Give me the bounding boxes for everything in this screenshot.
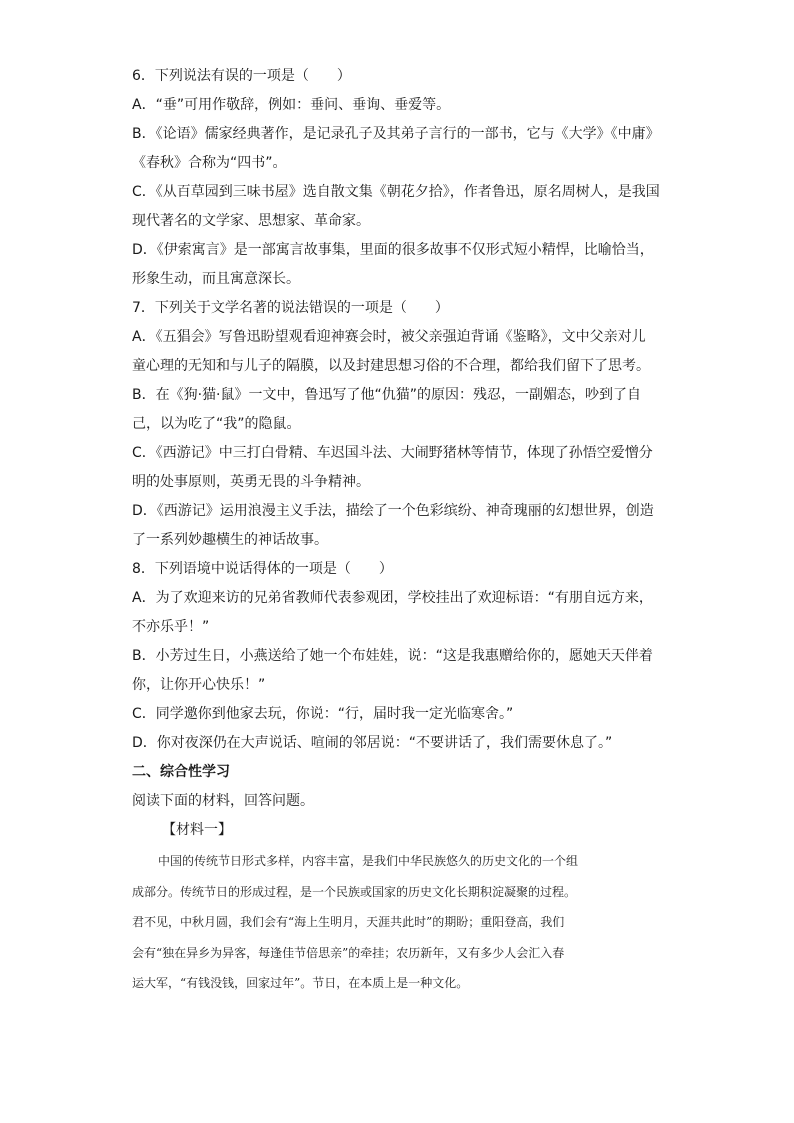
question-7-stem: 7．下列关于文学名著的说法错误的一项是（ ） bbox=[132, 300, 449, 316]
question-6 bbox=[132, 62, 667, 294]
q7-option-c-line1: C．《西游记》中三打白骨精、车迟国斗法、大闹野猪林等情节，体现了孙悟空爱憎分 bbox=[132, 445, 653, 461]
q8-option-b-line1: B．小芳过生日，小燕送给了她一个布娃娃，说：“这是我惠赠给你的，愿她天天伴着 bbox=[132, 648, 653, 664]
q6-option-a: A．“垂”可用作敬辞，例如：垂问、垂询、垂爱等。 bbox=[132, 97, 451, 113]
question-7 bbox=[132, 294, 667, 555]
section-2-title: 二、综合性学习 bbox=[132, 764, 230, 780]
q8-option-c: C．同学邀你到他家去玩，你说：“行，届时我一定光临寒舍。” bbox=[132, 706, 514, 722]
section-2 bbox=[132, 758, 667, 999]
q8-option-a-line2: 不亦乐乎！” bbox=[132, 619, 210, 635]
q6-option-d-line2: 形象生动，而且寓意深长。 bbox=[132, 271, 300, 287]
q8-option-d: D．你对夜深仍在大声说话、喧闹的邻居说：“不要讲话了，我们需要休息了。” bbox=[132, 735, 613, 751]
q7-option-a-line2: 童心理的无知和与儿子的隔膜，以及封建思想习俗的不合理，都给我们留下了思考。 bbox=[132, 358, 650, 374]
question-8 bbox=[132, 555, 667, 758]
q6-option-b-line1: B．《论语》儒家经典著作，是记录孔子及其弟子言行的一部书，它与《大学》《中庸》 bbox=[132, 126, 660, 142]
q7-option-b-line1: B．在《狗·猫·鼠》一文中，鲁迅写了他“仇猫”的原因：残忍，一副媚态，吵到了自 bbox=[132, 387, 642, 403]
q7-option-d-line2: 了一系列妙趣横生的神话故事。 bbox=[132, 532, 328, 548]
page-content bbox=[132, 62, 667, 999]
material-1-line: 运大军，“有钱没钱，回家过年”。节日，在本质上是一种文化。 bbox=[132, 976, 469, 990]
q7-option-d-line1: D．《西游记》运用浪漫主义手法，描绘了一个色彩缤纷、神奇瑰丽的幻想世界，创造 bbox=[132, 503, 654, 519]
material-1-text bbox=[132, 846, 667, 999]
q8-option-a-line1: A．为了欢迎来访的兄弟省教师代表参观团，学校挂出了欢迎标语：“有朋自远方来， bbox=[132, 590, 653, 606]
q7-option-c-line2: 明的处事原则，英勇无畏的斗争精神。 bbox=[132, 474, 370, 490]
q8-option-b-line2: 你，让你开心快乐！” bbox=[132, 677, 266, 693]
material-1-line: 君不见，中秋月圆，我们会有“海上生明月，天涯共此时”的期盼；重阳登高，我们 bbox=[132, 915, 565, 929]
material-1-line: 成部分。传统节日的形成过程，是一个民族或国家的历史文化长期积淀凝聚的过程。 bbox=[132, 884, 577, 899]
material-1-line: 中国的传统节日形式多样，内容丰富，是我们中华民族悠久的历史文化的一个组 bbox=[158, 854, 579, 868]
material-1-label: 【材料一】 bbox=[162, 822, 232, 838]
q7-option-a-line1: A．《五猖会》写鲁迅盼望观看迎神赛会时，被父亲强迫背诵《鉴略》，文中父亲对儿 bbox=[132, 329, 646, 345]
section-2-instruction: 阅读下面的材料，回答问题。 bbox=[132, 793, 314, 809]
q7-option-b-line2: 己，以为吃了“我”的隐鼠。 bbox=[132, 416, 301, 432]
question-8-stem: 8．下列语境中说话得体的一项是（ ） bbox=[132, 561, 393, 577]
q6-option-c-line1: C．《从百草园到三味书屋》选自散文集《朝花夕拾》，作者鲁迅，原名周树人，是我国 bbox=[132, 184, 660, 200]
material-1-line: 会有“独在异乡为异客，每逢佳节倍思亲”的牵挂；农历新年，又有多少人会汇入春 bbox=[132, 945, 565, 960]
q6-option-d-line1: D．《伊索寓言》是一部寓言故事集，里面的很多故事不仅形式短小精悍，比喻恰当， bbox=[132, 242, 654, 258]
q6-option-c-line2: 现代著名的文学家、思想家、革命家。 bbox=[132, 213, 370, 229]
q6-option-b-line2: 《春秋》合称为“四书”。 bbox=[132, 155, 287, 171]
question-6-stem: 6．下列说法有误的一项是（ ） bbox=[132, 68, 351, 84]
